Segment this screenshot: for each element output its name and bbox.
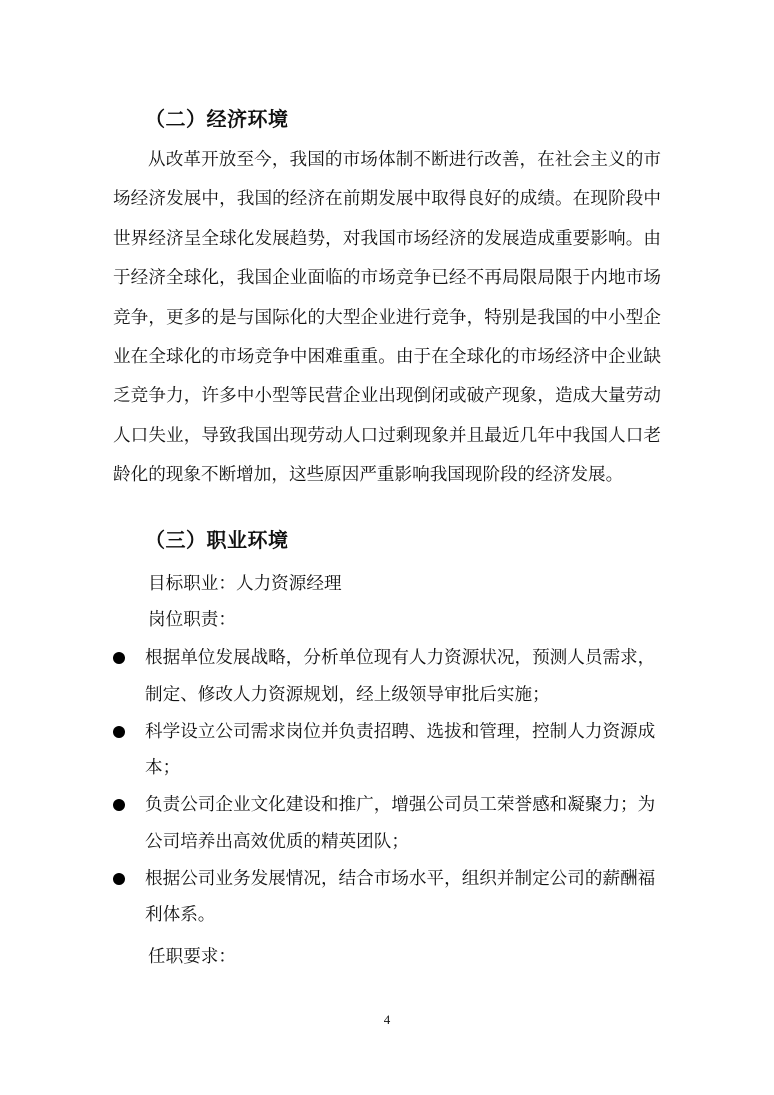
page-number: 4 xyxy=(383,1012,391,1027)
duties-list xyxy=(113,640,673,934)
requirements-label: 任职要求： xyxy=(148,947,236,967)
duty-text: 科学设立公司需求岗位并负责招聘、选拔和管理，控制人力资源成本； xyxy=(145,721,656,779)
list-item xyxy=(113,787,665,860)
economic-paragraph: 从改革开放至今，我国的市场体制不断进行改善，在社会主义的市场经济发展中，我国的经济在前期发展中取得良好的成绩。在现阶段中世界经济呈全球化发展趋势，对我国市场经济的发展造成重要影响。由于经济全球化，我国企业面临的市场竞争已经不再局限局限于内地市场竞争，更多的是与国际化的大型企业进行竞争，特别是我国的中小型企业在全球化的市场竞争中困难重重。由于在全球化的市场经济中企业缺乏竞争力，许多中小型等民营企业出现倒闭或破产现象，造成大量劳动人口失业，导致我国出现劳动人口过剩现象并且最近几年中我国人口老龄化的现象不断增加，这些原因严重影响我国现阶段的经济发展。 xyxy=(113,150,661,486)
bullet-icon xyxy=(113,873,125,885)
section-heading-career: （三）职业环境 xyxy=(145,528,289,552)
list-item xyxy=(113,714,665,787)
bullet-icon xyxy=(113,652,125,664)
duty-text: 负责公司企业文化建设和推广，增强公司员工荣誉感和凝聚力；为公司培养出高效优质的精英团队； xyxy=(145,795,656,852)
bullet-icon xyxy=(113,726,125,738)
list-item xyxy=(113,640,665,713)
bullet-icon xyxy=(113,799,125,811)
list-item xyxy=(113,861,665,934)
target-job-line: 目标职业：人力资源经理 xyxy=(148,574,342,594)
duties-label: 岗位职责： xyxy=(148,610,236,630)
duty-text: 根据单位发展战略，分析单位现有人力资源状况，预测人员需求，制定、修改人力资源规划，经上级领导审批后实施； xyxy=(145,648,656,705)
section-heading-economic: （二）经济环境 xyxy=(145,107,289,131)
duty-text: 根据公司业务发展情况，结合市场水平，组织并制定公司的薪酬福利体系。 xyxy=(145,868,656,926)
